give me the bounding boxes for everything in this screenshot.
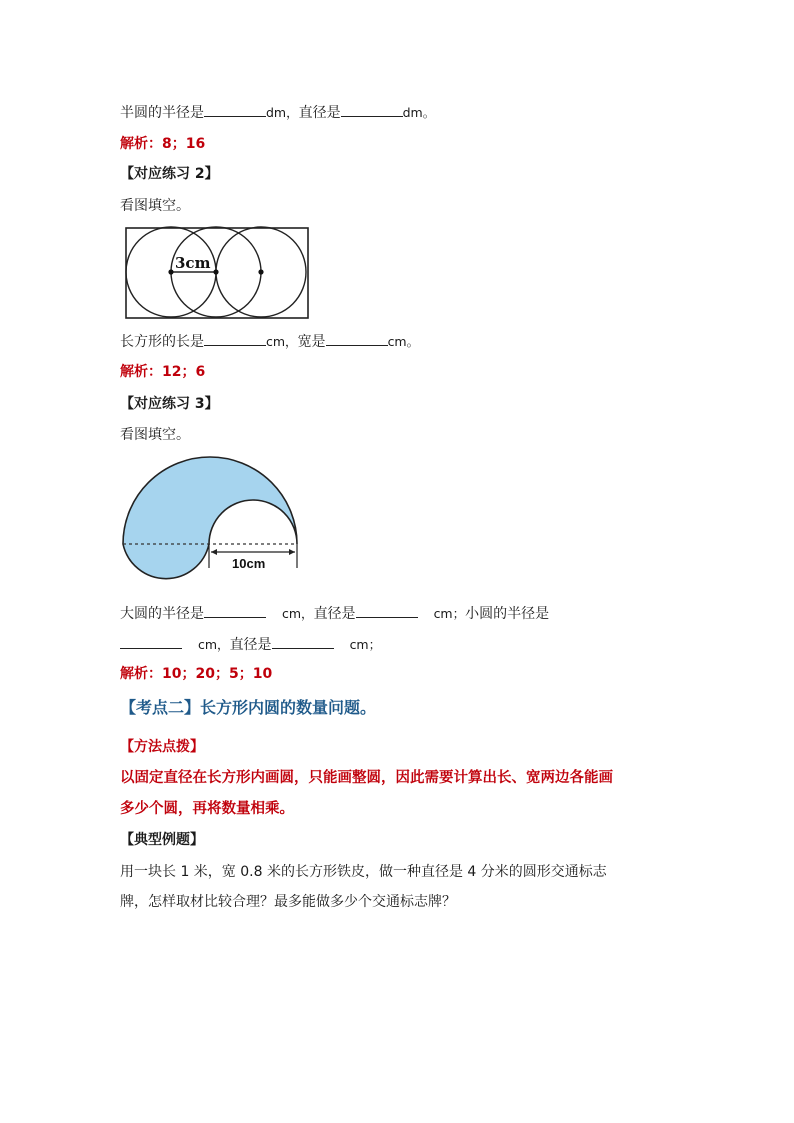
answer-1 [120,134,205,154]
answer-blank[interactable] [204,331,266,346]
answer-value: 12；6 [162,364,206,380]
unit-text: cm； [433,606,466,621]
radius-label: 3cm [175,254,211,272]
answer-value: 10；20；5；10 [162,666,273,682]
center-dot [168,269,173,274]
dimension-label: 10cm [232,556,266,571]
center-dot [258,269,263,274]
unit-text: dm， [266,105,299,120]
answer-label: 解析： [120,136,162,152]
answer-label: 解析： [120,364,162,380]
question-text: 半圆的半径是 [120,105,204,121]
key-point-2-heading: 【考点二】长方形内圆的数量问题。 [120,698,377,717]
question-text: 直径是 [298,105,341,121]
unit-text: cm， [266,334,298,349]
answer-blank[interactable] [341,102,403,117]
answer-blank[interactable] [120,634,182,649]
unit-text: dm。 [402,105,436,120]
answer-blank[interactable] [204,603,266,618]
example-title: 【典型例题】 [120,832,204,848]
answer-blank[interactable] [272,634,334,649]
answer-blank[interactable] [204,102,266,117]
exercise-3-prompt: 看图填空。 [120,427,190,443]
answer-3 [120,664,272,684]
question-3-line-1 [120,603,549,624]
question-text: 长方形的长是 [120,334,204,350]
arrow-left-icon [211,549,217,555]
method-line-1: 以固定直径在长方形内画圆，只能画整圆，因此需要计算出长、宽两边各能画 [120,770,613,786]
answer-value: 8；16 [162,136,206,152]
exercise-2-title: 【对应练习 2】 [120,166,219,182]
question-text: 宽是 [297,334,326,350]
unit-text: cm； [349,637,382,652]
question-text: 大圆的半径是 [120,606,204,622]
question-text: 直径是 [313,606,356,622]
method-line-2: 多少个圆，再将数量相乘。 [120,801,294,817]
semicircle-figure [118,452,304,588]
center-dot [213,269,218,274]
question-text: 直径是 [229,637,272,653]
answer-blank[interactable] [326,331,388,346]
exercise-3-title: 【对应练习 3】 [120,396,219,412]
unit-text: cm， [198,637,230,652]
method-title: 【方法点拨】 [120,739,204,755]
answer-2 [120,362,205,382]
exercise-2-prompt: 看图填空。 [120,198,190,214]
question-1-line [120,102,435,123]
unit-text: cm。 [387,334,420,349]
arrow-right-icon [289,549,295,555]
rectangle-circles-figure [124,226,310,322]
question-3-line-2 [120,634,381,655]
question-2-line [120,331,419,352]
unit-text: cm， [282,606,314,621]
answer-label: 解析： [120,666,162,682]
example-line-1: 用一块长 1 米，宽 0.8 米的长方形铁皮，做一种直径是 4 分米的圆形交通标志 [120,864,607,880]
example-line-2: 牌，怎样取材比较合理？最多能做多少个交通标志牌？ [120,894,456,910]
answer-blank[interactable] [356,603,418,618]
question-text: 小圆的半径是 [465,606,550,622]
shaded-region [123,457,297,579]
